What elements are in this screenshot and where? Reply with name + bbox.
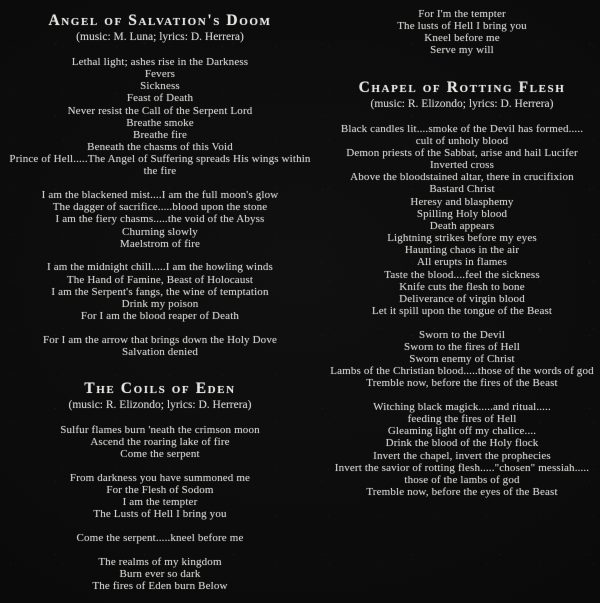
lyric-line: feeding the fires of Hell: [407, 413, 517, 426]
lyric-line: For the Flesh of Sodom: [106, 484, 214, 497]
lyric-line: The dagger of sacrifice.....blood upon the stone: [52, 201, 268, 214]
right-column: [328, 8, 596, 498]
lyric-line: For I am the arrow that brings down the Holy Dove: [42, 333, 278, 346]
song-title: Chapel of Rotting Flesh: [358, 78, 566, 96]
lyric-line: Sworn to the Devil: [418, 328, 506, 341]
song-credits: (music: M. Luna; lyrics: D. Herrera): [76, 31, 244, 43]
stanza: [2, 472, 318, 521]
lyric-line: All erupts in flames: [416, 256, 508, 269]
stanza: [2, 334, 318, 358]
lyric-line: cult of unholy blood: [415, 134, 509, 147]
left-column: [2, 12, 318, 592]
lyric-line: Sickness: [140, 80, 180, 93]
stanza: [2, 532, 318, 544]
lyric-line: Beneath the chasms of this Void: [87, 141, 233, 154]
lyric-line: Prince of Hell.....The Angel of Suffering spreads His wings within: [9, 153, 311, 166]
lyric-line: Heresy and blasphemy: [410, 195, 514, 208]
lyric-line: Bastard Christ: [429, 183, 495, 196]
lyric-line: Witching black magick.....and ritual.....: [373, 400, 551, 413]
lyric-line: Fevers: [144, 68, 176, 81]
lyric-line: I am the blackened mist....I am the full moon's glow: [41, 189, 279, 202]
lyric-line: Serve my will: [430, 44, 494, 57]
song-credits: (music: R. Elizondo; lyrics: D. Herrera): [370, 97, 554, 110]
lyric-line: Lambs of the Christian blood.....those of the words of god: [330, 365, 594, 378]
lyric-line: I am the tempter: [122, 496, 198, 509]
stanza: [328, 8, 596, 57]
lyric-line: I am the midnight chill.....I am the howling winds: [47, 261, 273, 274]
lyric-line: Sworn enemy of Christ: [409, 352, 515, 365]
lyric-line: Death appears: [429, 219, 495, 232]
lyric-line: Haunting chaos in the air: [404, 244, 520, 257]
stanza: [2, 424, 318, 460]
song-credits: (music: R. Elizondo; lyrics: D. Herrera): [68, 398, 252, 411]
lyric-line: Kneel before me: [424, 32, 500, 45]
lyric-line: Sulfur flames burn 'neath the crimson moon: [60, 423, 260, 436]
lyric-line: I am the fiery chasms.....the void of the Abyss: [55, 213, 265, 226]
lyric-line: Let it spill upon the tongue of the Beast: [371, 304, 553, 317]
lyric-line: Breathe smoke: [126, 116, 194, 129]
lyric-line: Gleaming light off my chalice....: [387, 425, 537, 438]
lyric-line: The Hand of Famine, Beast of Holocaust: [66, 273, 254, 286]
lyric-line: Invert the chapel, invert the prophecies: [373, 449, 551, 462]
stanza: [2, 556, 318, 592]
stanza: [328, 123, 596, 318]
song-title: Angel of Salvation's Doom: [48, 12, 272, 29]
lyric-line: Drink my poison: [121, 297, 199, 310]
lyric-line: Invert the savior of rotting flesh....."chosen" messiah.....: [334, 461, 590, 474]
lyric-line: Taste the blood....feel the sickness: [384, 268, 540, 281]
lyric-line: The fires of Eden burn Below: [92, 580, 228, 592]
stanza: [2, 56, 318, 178]
stanza: [2, 189, 318, 250]
song-header: [328, 79, 596, 110]
lyric-line: For I am the blood reaper of Death: [80, 309, 240, 322]
lyric-line: those of the lambs of god: [404, 473, 520, 486]
lyric-line: Come the serpent.....kneel before me: [76, 532, 244, 545]
lyric-line: Tremble now, before the fires of the Beast: [366, 377, 558, 390]
lyric-line: Tremble now, before the eyes of the Beast: [366, 486, 558, 498]
lyric-line: Black candles lit....smoke of the Devil has formed.....: [340, 122, 584, 135]
lyric-line: Ascend the roaring lake of fire: [90, 436, 230, 449]
song-header: [2, 380, 318, 411]
lyric-line: The realms of my kingdom: [98, 555, 222, 568]
lyric-line: Inverted cross: [429, 159, 495, 172]
lyric-line: From darkness you have summoned me: [69, 471, 251, 484]
lyric-line: For I'm the tempter: [418, 8, 506, 20]
song-title: The Coils of Eden: [84, 379, 236, 397]
lyric-line: Above the bloodstained altar, there in crucifixion: [350, 171, 574, 184]
lyric-line: Drink the blood of the Holy flock: [385, 437, 539, 450]
lyric-line: Breathe fire: [132, 128, 188, 141]
lyric-line: Never resist the Call of the Serpent Lord: [67, 104, 253, 117]
lyric-line: Knife cuts the flesh to bone: [399, 280, 525, 293]
lyric-line: Lightning strikes before my eyes: [387, 232, 537, 245]
stanza: [328, 329, 596, 390]
lyric-line: The Lusts of Hell I bring you: [93, 508, 227, 521]
lyric-line: Maelstrom of fire: [119, 237, 201, 250]
lyric-line: I am the Serpent's fangs, the wine of temptation: [51, 285, 269, 298]
stanza: [328, 401, 596, 498]
lyric-line: Come the serpent: [120, 448, 200, 461]
song-header: [2, 12, 318, 43]
lyric-line: Demon priests of the Sabbat, arise and hail Lucifer: [346, 146, 578, 159]
lyric-line: Burn ever so dark: [119, 567, 201, 580]
lyric-line: Churning slowly: [122, 225, 198, 238]
stanza: [2, 261, 318, 322]
lyric-line: the fire: [143, 165, 177, 178]
lyric-line: Sworn to the fires of Hell: [403, 340, 521, 353]
lyric-line: Feast of Death: [126, 92, 194, 105]
lyric-line: The lusts of Hell I bring you: [397, 20, 527, 33]
lyric-line: Lethal light; ashes rise in the Darkness: [71, 56, 249, 68]
lyric-line: Salvation denied: [121, 345, 199, 358]
lyric-line: Deliverance of virgin blood: [399, 292, 525, 305]
lyric-line: Spilling Holy blood: [416, 207, 508, 220]
